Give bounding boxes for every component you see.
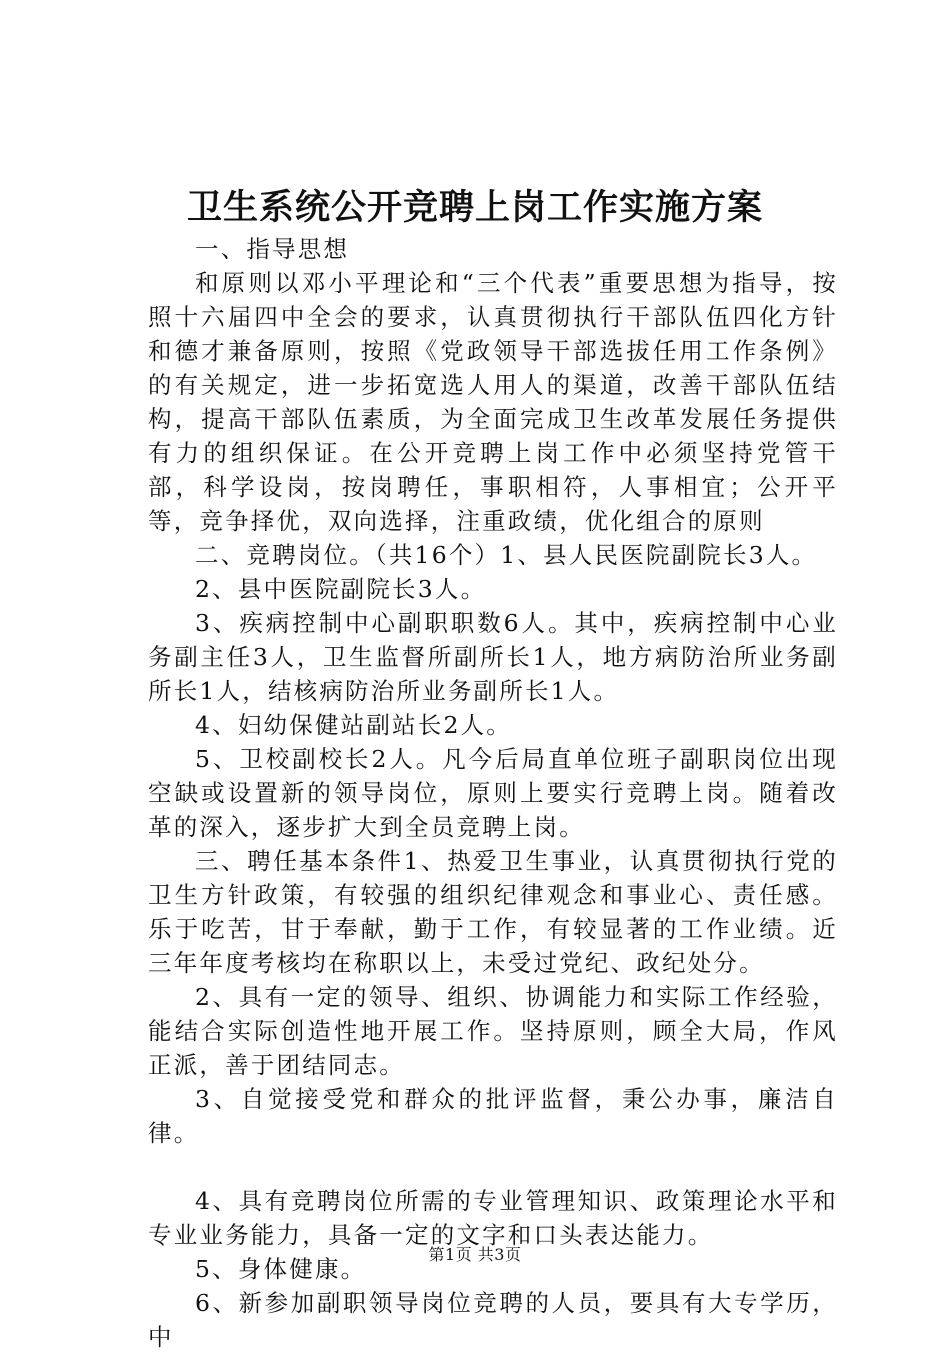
document-body xyxy=(148,232,838,1354)
paragraph-position-5: 5、卫校副校长2人。凡今后局直单位班子副职岗位出现空缺或设置新的领导岗位，原则上要实行竞聘上岗。随着改革的深入，逐步扩大到全员竞聘上岗。 xyxy=(148,745,838,841)
paragraph-positions-heading: 二、竞聘岗位。（共16个）1、县人民医院副院长3人。 xyxy=(195,541,818,569)
paragraph-condition-3: 3、自觉接受党和群众的批评监督，秉公办事，廉洁自律。 xyxy=(148,1085,838,1147)
paragraph-condition-4: 4、具有竞聘岗位所需的专业管理知识、政策理论水平和专业业务能力，具备一定的文字和口头表达能力。 xyxy=(148,1187,838,1249)
blank-line xyxy=(148,1150,838,1184)
paragraph-conditions-heading: 三、聘任基本条件1、热爱卫生事业，认真贯彻执行党的卫生方针政策，有较强的组织纪律观念和事业心、责任感。乐于吃苦，甘于奉献，勤于工作，有较显著的工作业绩。近三年年度考核均在称职以上，未受过党纪、政纪处分。 xyxy=(148,847,838,977)
page-footer: 第1页 共3页 xyxy=(428,1245,522,1264)
paragraph-position-2: 2、县中医院副院长3人。 xyxy=(195,575,487,603)
paragraph-condition-2: 2、具有一定的领导、组织、协调能力和实际工作经验，能结合实际创造性地开展工作。坚持原则，顾全大局，作风正派，善于团结同志。 xyxy=(148,983,838,1079)
section-heading-guiding-ideology: 一、指导思想 xyxy=(195,235,350,263)
paragraph-position-3: 3、疾病控制中心副职职数6人。其中，疾病控制中心业务副主任3人，卫生监督所副所长1人，地方病防治所业务副所长1人，结核病防治所业务副所长1人。 xyxy=(148,609,838,705)
paragraph-position-4: 4、妇幼保健站副站长2人。 xyxy=(195,711,513,739)
paragraph-condition-6: 6、新参加副职领导岗位竞聘的人员，要具有大专学历，中 xyxy=(148,1289,838,1351)
paragraph-condition-5: 5、身体健康。 xyxy=(195,1255,367,1283)
document-title: 卫生系统公开竞聘上岗工作实施方案 xyxy=(186,187,763,228)
paragraph-principles: 和原则以邓小平理论和“三个代表”重要思想为指导，按照十六届四中全会的要求，认真贯彻执行干部队伍四化方针和德才兼备原则，按照《党政领导干部选拔任用工作条例》的有关规定，进一步拓宽选人用人的渠道，改善干部队伍结构，提高干部队伍素质，为全面完成卫生改革发展任务提供有力的组织保证。在公开竞聘上岗工作中必须坚持党管干部，科学设岗，按岗聘任，事职相符，人事相宜；公开平等，竞争择优，双向选择，注重政绩，优化组合的原则 xyxy=(148,269,838,535)
